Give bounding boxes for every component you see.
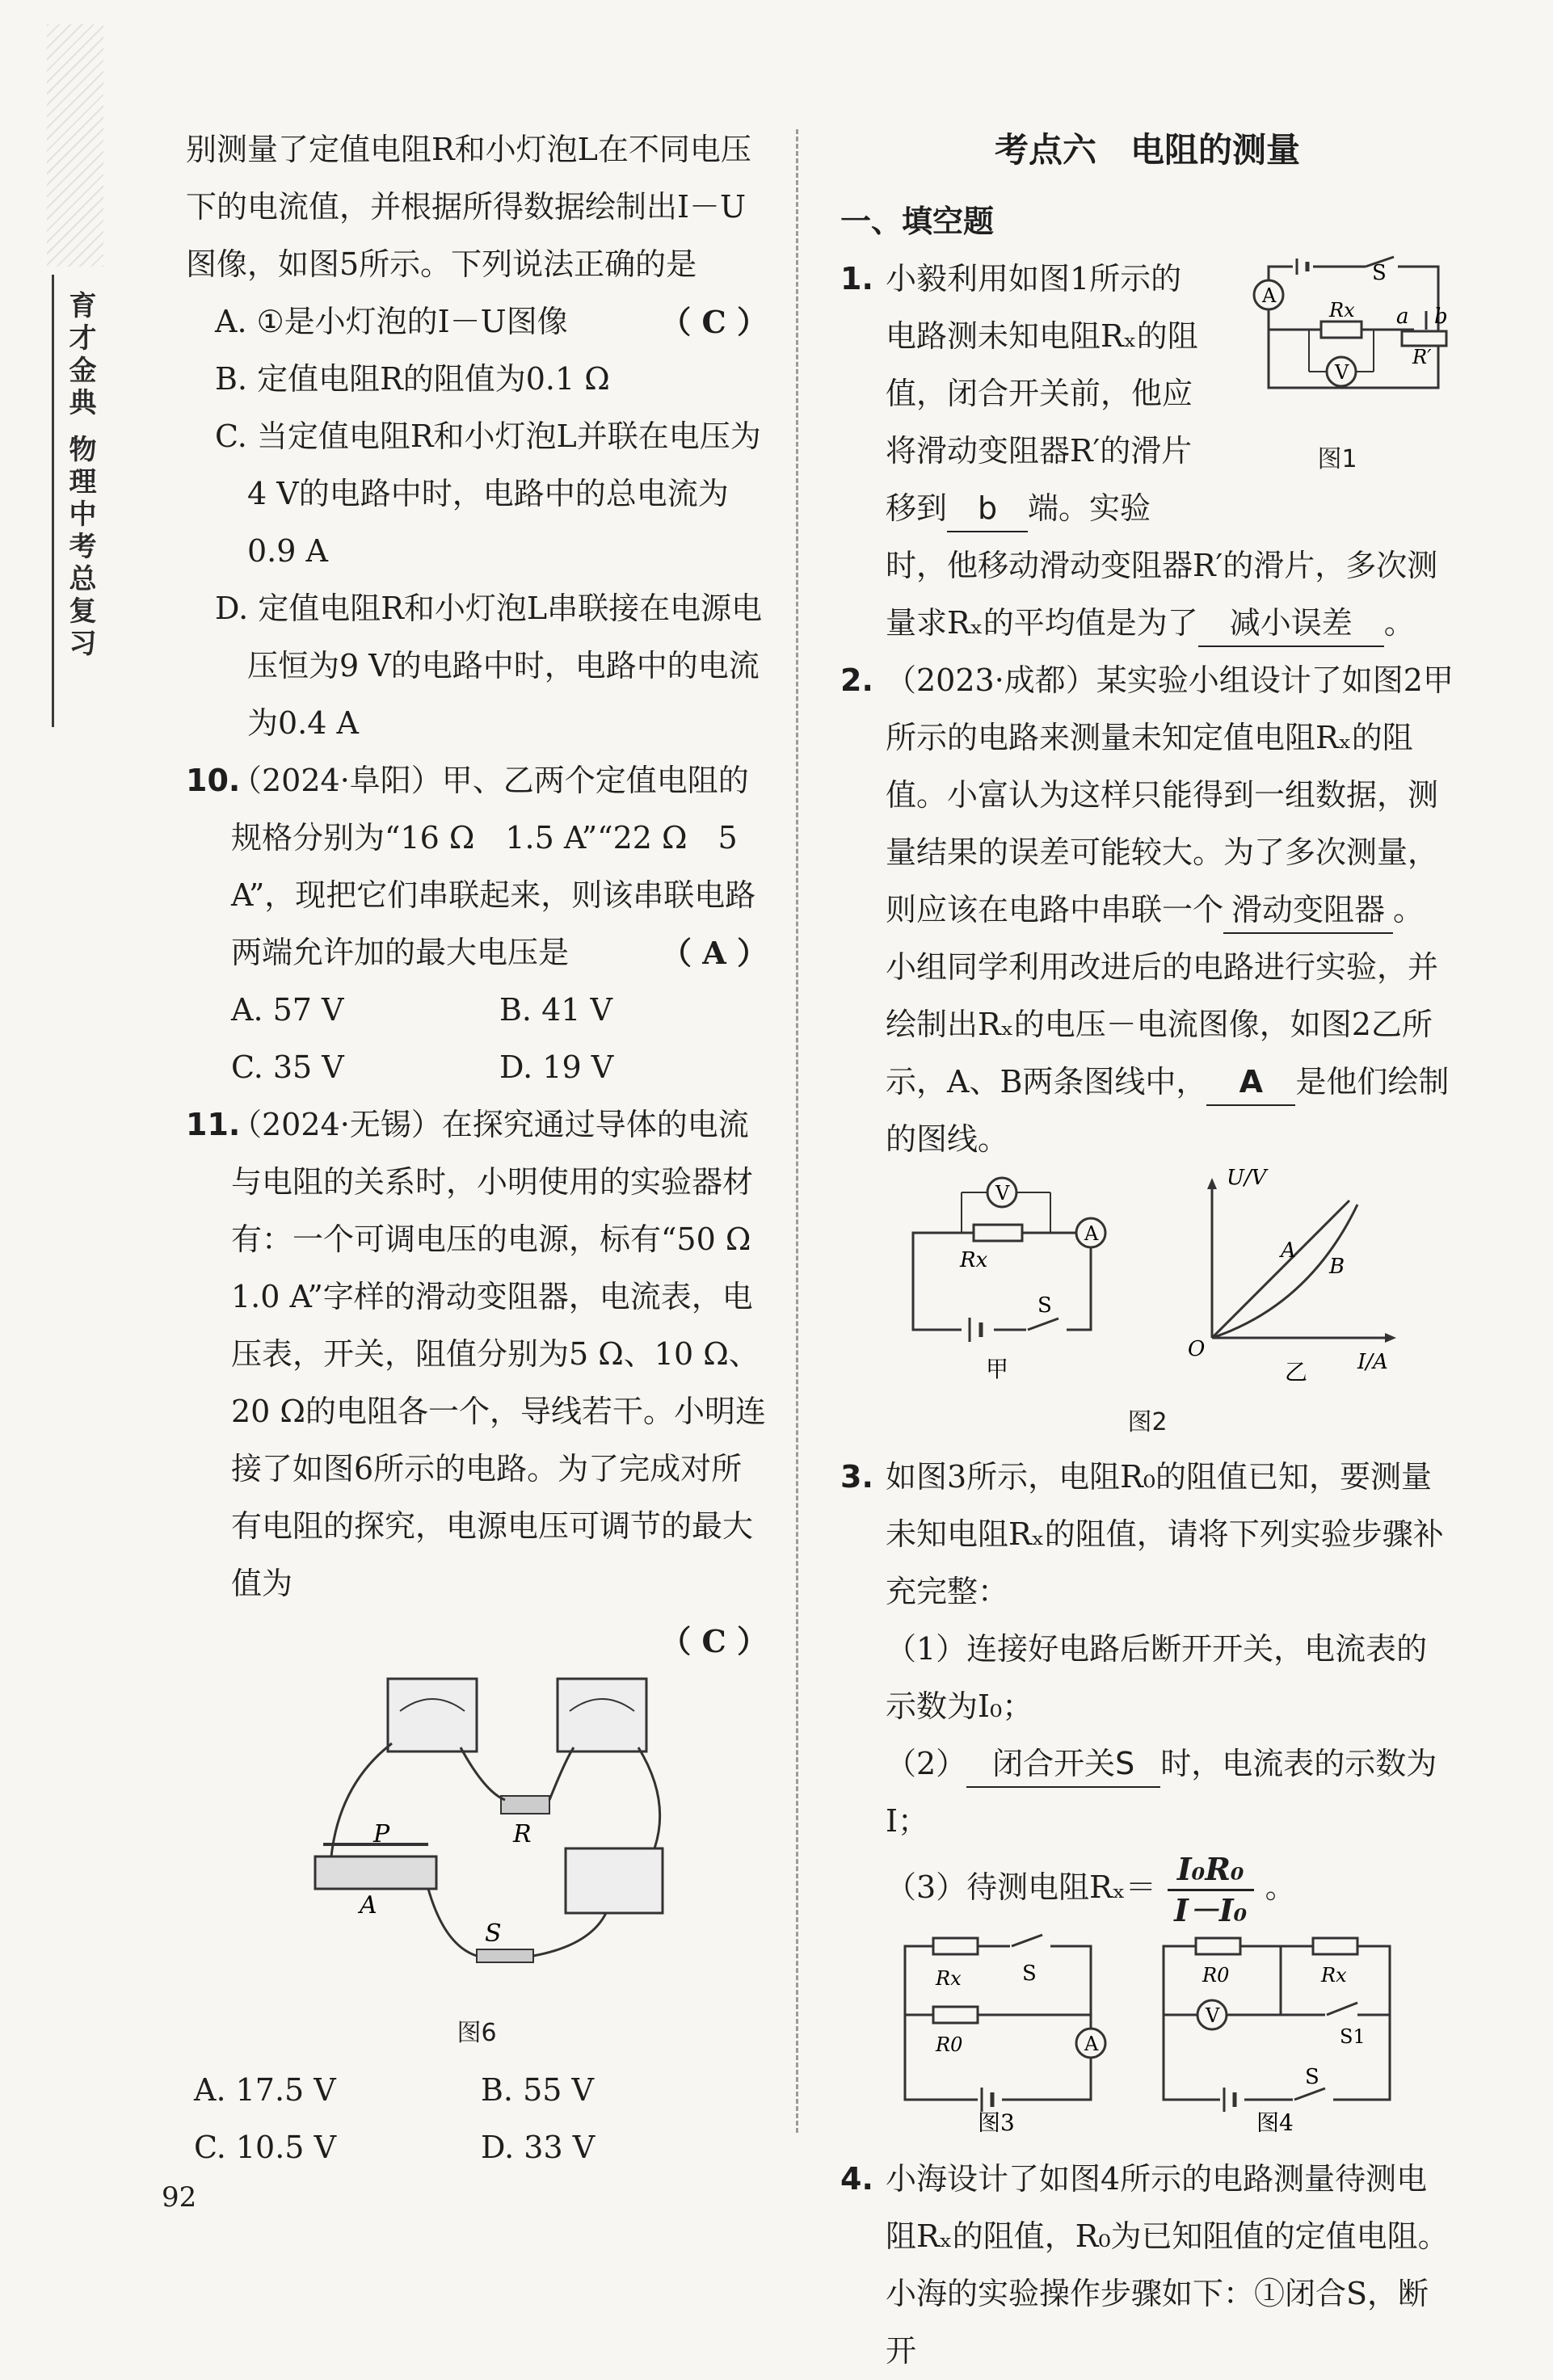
q9-option-c: C. 当定值电阻R和小灯泡L并联在电压为4 V的电路中时，电路中的总电流为0.9 A: [215, 418, 761, 569]
q9-option-d: D. 定值电阻R和小灯泡L串联接在电源电压恒为9 V的电路中时，电路中的电流为0.4 A: [215, 591, 763, 741]
q11-options-2: [186, 2119, 768, 2176]
svg-text:I/A: I/A: [1357, 1350, 1388, 1374]
svg-text:Rx: Rx: [936, 1967, 962, 1990]
q10-option-b: B. 41 V: [499, 992, 612, 1028]
fig1-resistor-rx: [1321, 322, 1362, 338]
q2-text-1: （2023·成都）某实验小组设计了如图2甲所示的电路来测量未知定值电阻Rₓ的阻值。小富认为这样只能得到一组数据，测量结果的误差可能较大。为了多次测量，则应该在电路中串联一个: [886, 662, 1454, 927]
question-4: [840, 2151, 1454, 2380]
q2-blank-1: 滑动变阻器: [1223, 887, 1393, 934]
question-3: [840, 1449, 1454, 1930]
q1-blank-2: 减小误差: [1198, 600, 1384, 647]
svg-text:b: b: [1434, 305, 1448, 329]
q3-step-2-suffix: 时，电流表的示数为I；: [886, 1746, 1437, 1839]
q3-step-2-prefix: （2）: [886, 1746, 967, 1781]
q4-number: 4.: [840, 2161, 873, 2197]
q2-text-2: 。小组同学利用改进后的电路进行实验，并绘制出Rₓ的电压－电流图像，如图2乙所示，A、B两条图线中，: [886, 892, 1439, 1100]
sidebar-rule: [52, 275, 54, 727]
question-11: [186, 1096, 768, 1671]
figure-6-caption: 图6: [457, 2019, 497, 2047]
svg-text:R′: R′: [1412, 346, 1432, 368]
figures-3-4: [840, 1930, 1454, 2132]
q3-step-1: （1）连接好电路后断开开关，电流表的示数为I₀；: [886, 1631, 1428, 1724]
fig6-rheostat: [315, 1856, 436, 1889]
q10-options: [186, 982, 768, 1039]
q11-text: （2024·无锡）在探究通过导体的电流与电阻的关系时，小明使用的实验器材有：一个可调电压的电源，标有“50 Ω 1.0 A”字样的滑动变阻器，电流表，电压表，开关，阻值分别为5 Ω、10 Ω、20 Ω的电阻各一个，导线若干。小明连接了如图6所示的电路。为了完成对所有电阻的探究，电源电压可调节的最大值为: [231, 1107, 766, 1601]
figure-6: [186, 1671, 768, 1986]
question-2: [840, 652, 1454, 1168]
q11-answer: （ C ）: [660, 1623, 768, 1659]
q11-number: 11.: [186, 1107, 241, 1142]
svg-text:V: V: [1335, 361, 1349, 384]
q11-option-a: A. 17.5 V: [194, 2072, 336, 2108]
q2-text-3: 是他们绘制的图线。: [886, 1064, 1450, 1157]
fig6-label-p: P: [373, 1820, 390, 1848]
q9-option-a: A. ①是小灯泡的I－U图像: [215, 304, 568, 339]
decorative-hatch: [47, 24, 103, 267]
q9-continuation: 别测量了定值电阻R和小灯泡L在不同电压下的电流值，并根据所得数据绘制出I－U图像，如图5所示。下列说法正确的是 （ C ）: [186, 121, 768, 293]
q3-fraction-denominator: I－I₀: [1174, 1892, 1248, 1928]
fig6-label-a: A: [360, 1891, 377, 1920]
fig4-circuit: [1164, 1946, 1390, 2100]
fig2-resistor-rx: [974, 1225, 1022, 1241]
q10-option-d: D. 19 V: [499, 1049, 614, 1085]
svg-text:V: V: [995, 1182, 1010, 1205]
q10-number: 10.: [186, 763, 241, 798]
sidebar-title: 育才金典 物理中考总复习: [64, 291, 96, 661]
column-divider: [796, 129, 798, 2133]
q11-option-d: D. 33 V: [481, 2130, 596, 2165]
q11-option-b: B. 55 V: [481, 2072, 594, 2108]
svg-text:B: B: [1329, 1255, 1345, 1279]
question-10: [186, 752, 768, 982]
fig6-label-r: R: [513, 1820, 532, 1848]
q10-answer: （ A ）: [661, 935, 768, 971]
fig6-power-supply: [566, 1848, 663, 1913]
question-1: [840, 250, 1454, 652]
q2-number: 2.: [840, 662, 873, 698]
svg-text:S: S: [1022, 1962, 1037, 1986]
figure-1: [1220, 250, 1454, 488]
q1-text-1: 小毅利用如图1所示的电路测未知电阻Rₓ的阻值，闭合开关前，他应将滑动变阻器R′的滑片移到: [886, 261, 1198, 526]
svg-text:Rx: Rx: [960, 1248, 988, 1272]
q11-options: [186, 2062, 768, 2119]
figure-1-caption: 图1: [1317, 445, 1357, 473]
q9-answer: （ C ）: [660, 304, 768, 340]
left-column: [186, 121, 768, 2176]
q3-step-3-suffix: 。: [1265, 1869, 1296, 1905]
svg-text:A: A: [1262, 284, 1277, 307]
svg-text:R0: R0: [1202, 1964, 1230, 1987]
svg-text:S: S: [1037, 1293, 1052, 1318]
svg-text:U/V: U/V: [1227, 1168, 1267, 1190]
figure-3-caption: 图3: [978, 2109, 1015, 2132]
fig2-label-jia: 甲: [986, 1356, 1009, 1382]
page-number: 92: [162, 2181, 197, 2214]
fig6-resistor: [501, 1796, 549, 1814]
q1-blank-1: b: [947, 486, 1028, 532]
q11-option-c: C. 10.5 V: [194, 2130, 337, 2165]
svg-text:O: O: [1188, 1337, 1206, 1361]
svg-text:A: A: [1281, 1238, 1296, 1263]
section-title: 考点六 电阻的测量: [994, 130, 1300, 170]
q1-text-2: 端。实验时，他移动滑动变阻器R′的滑片，多次测量求Rₓ的平均值是为了: [886, 490, 1438, 641]
svg-text:V: V: [1206, 2004, 1220, 2027]
q10-text: （2024·阜阳）甲、乙两个定值电阻的规格分别为“16 Ω 1.5 A”“22 Ω 5 A”，现把它们串联起来，则该串联电路两端允许加的最大电压是: [231, 763, 756, 970]
q3-step-3-prefix: （3）待测电阻Rₓ＝: [886, 1869, 1156, 1905]
q9-option-b: B. 定值电阻R的阻值为0.1 Ω: [215, 361, 610, 397]
q3-number: 3.: [840, 1459, 873, 1495]
svg-text:A: A: [1084, 1222, 1099, 1245]
q1-text-3: 。: [1383, 605, 1415, 641]
q10-option-c: C. 35 V: [231, 1049, 344, 1085]
right-column: [840, 121, 1454, 2380]
q4-text: 小海设计了如图4所示的电路测量待测电阻Rₓ的阻值，R₀为已知阻值的定值电阻。小海的实验操作步骤如下：①闭合S，断开: [886, 2161, 1449, 2369]
figure-2-caption: 图2: [1127, 1408, 1168, 1436]
q2-blank-2: A: [1206, 1059, 1295, 1106]
svg-text:Rx: Rx: [1329, 299, 1355, 322]
svg-text:A: A: [1084, 2033, 1099, 2055]
fig6-meter-right: [558, 1679, 646, 1751]
svg-text:a: a: [1396, 305, 1409, 329]
fig6-label-s: S: [485, 1920, 502, 1948]
sub-title: 一、填空题: [840, 204, 995, 239]
q3-answer-fraction: [1168, 1850, 1254, 1930]
q3-fraction-numerator: I₀R₀: [1168, 1850, 1254, 1891]
svg-text:S: S: [1372, 261, 1387, 285]
q3-step-2-blank: 闭合开关S: [966, 1741, 1160, 1788]
q10-options-2: [186, 1039, 768, 1096]
svg-text:S: S: [1305, 2065, 1319, 2089]
fig6-switch: [477, 1949, 533, 1962]
fig2-label-yi: 乙: [1285, 1359, 1308, 1386]
q3-text: 如图3所示，电阻R₀的阻值已知，要测量未知电阻Rₓ的阻值，请将下列实验步骤补充完整：: [886, 1459, 1444, 1609]
figure-4-caption: 图4: [1256, 2109, 1294, 2132]
fig6-meter-left: [388, 1679, 477, 1751]
q1-number: 1.: [840, 261, 873, 296]
figure-2: [840, 1168, 1454, 1386]
svg-text:Rx: Rx: [1321, 1964, 1347, 1987]
q10-option-a: A. 57 V: [231, 992, 344, 1028]
svg-text:R0: R0: [936, 2033, 963, 2056]
svg-text:S1: S1: [1340, 2025, 1366, 2048]
fig1-rheostat: [1402, 331, 1446, 346]
